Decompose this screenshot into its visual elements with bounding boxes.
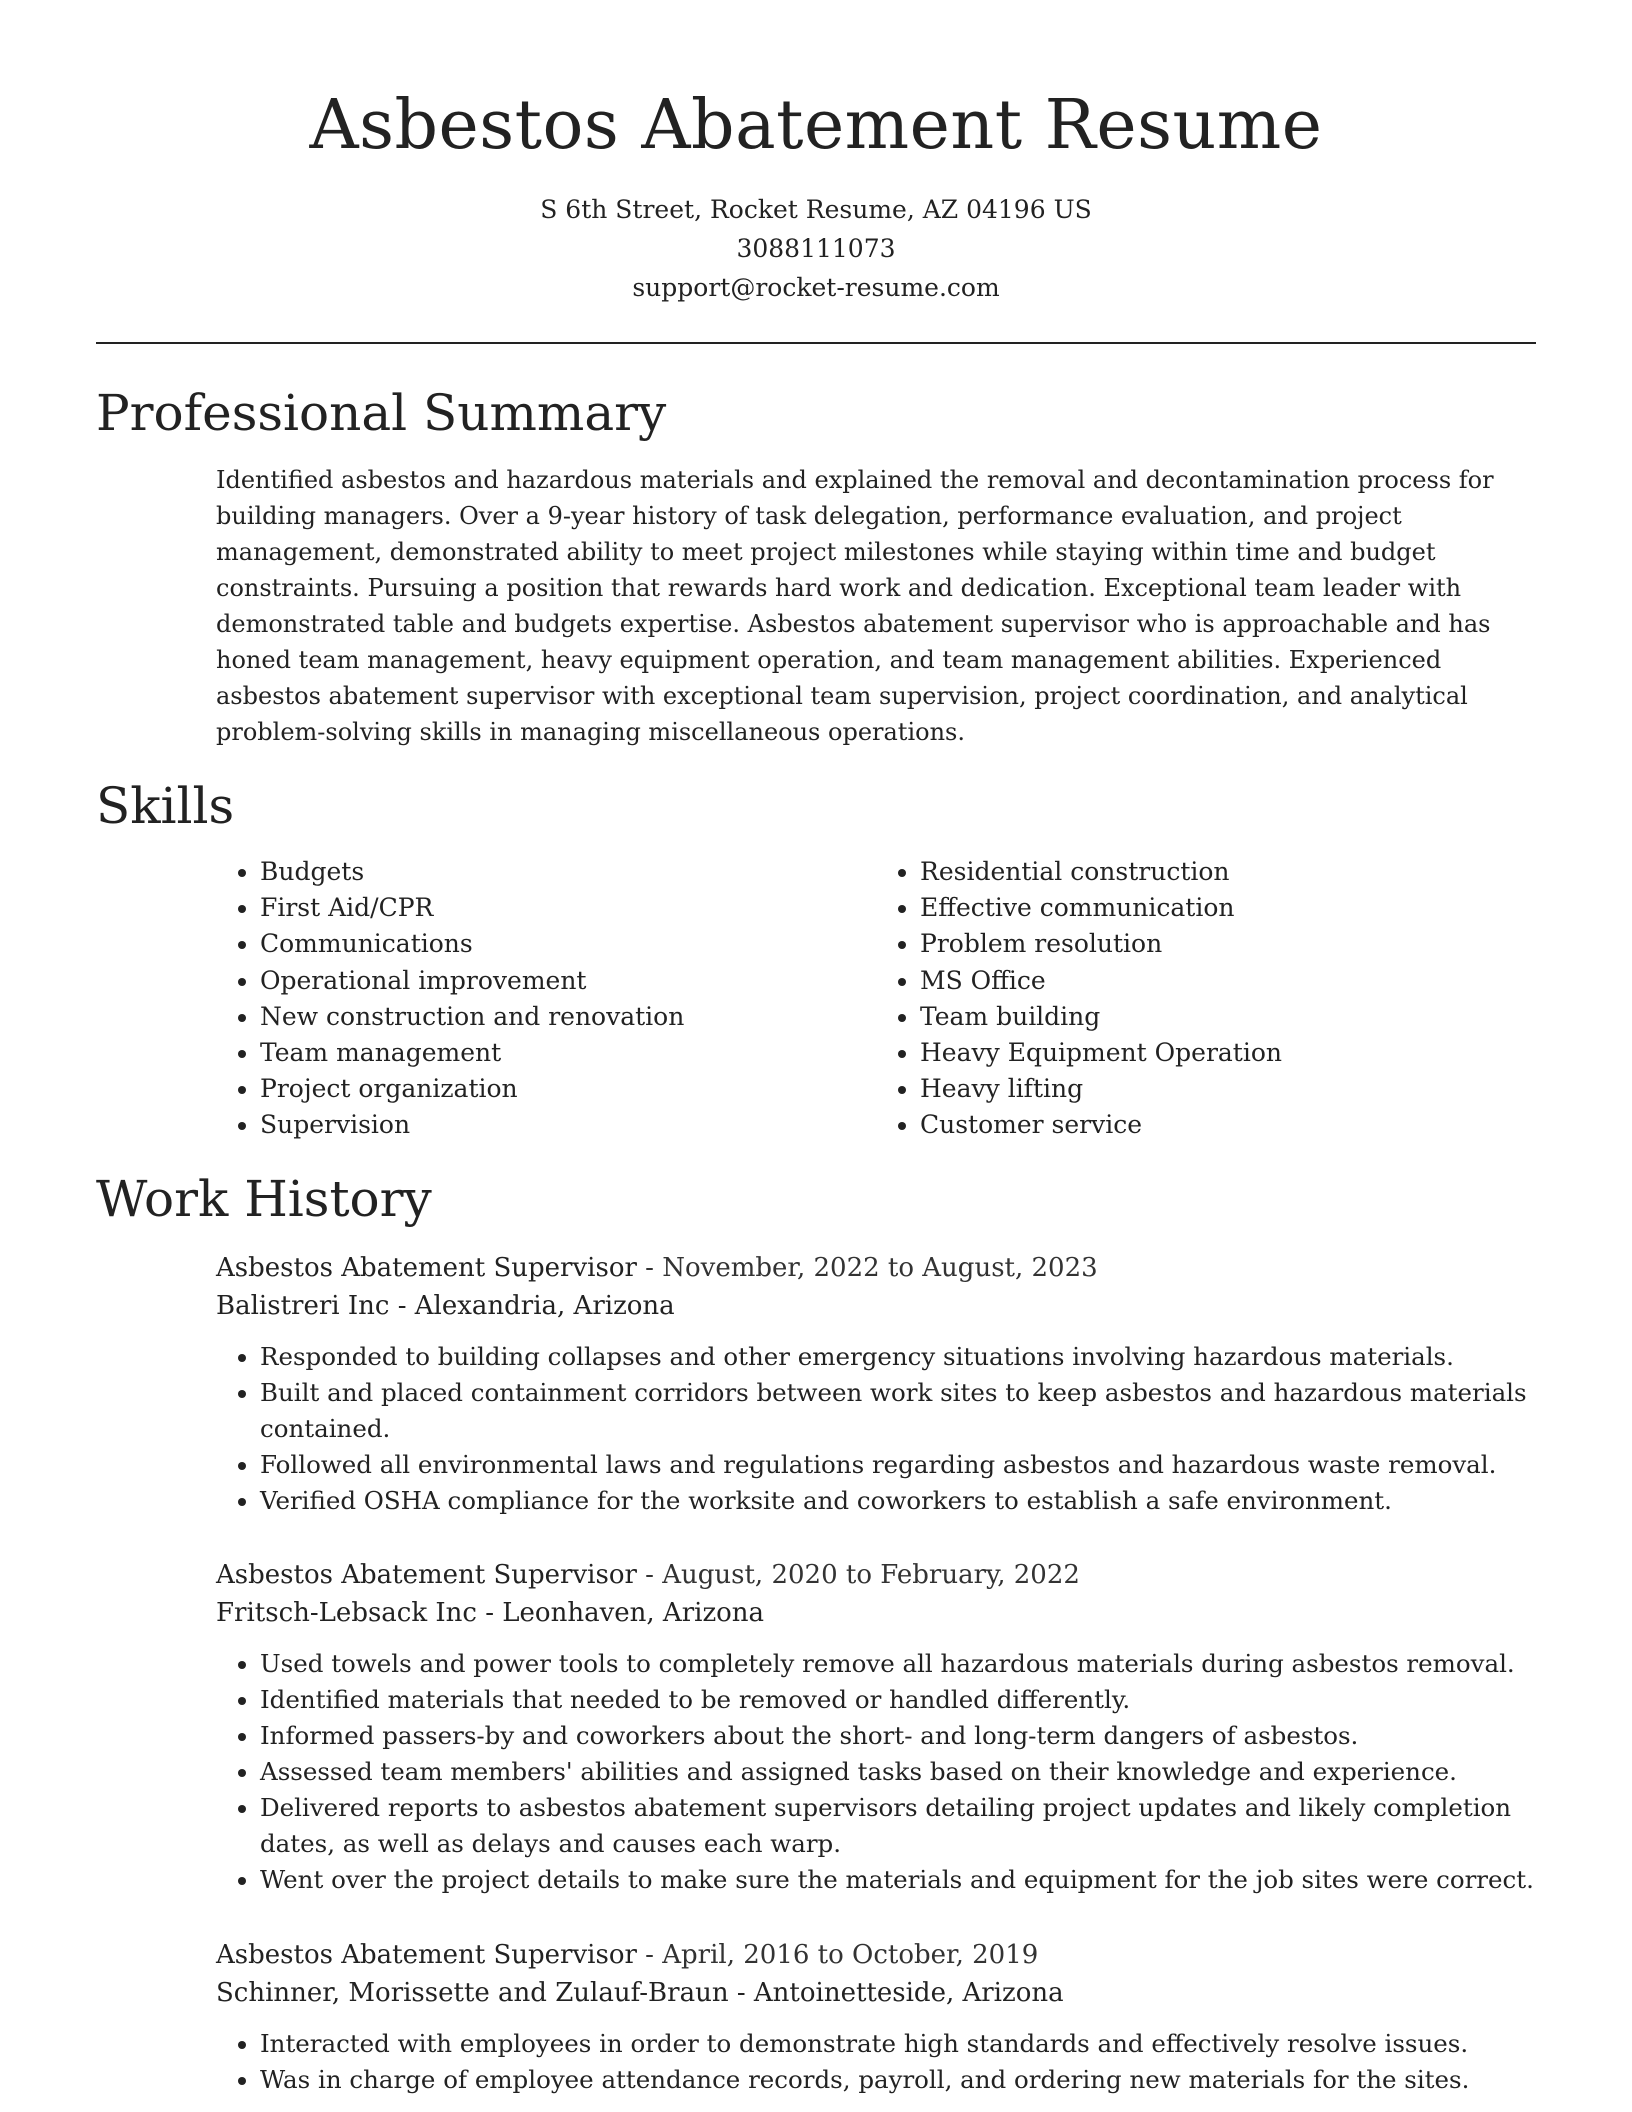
resume-header — [0, 0, 1632, 307]
job-company: Balistreri Inc — [216, 1291, 390, 1321]
skill-item: • Supervision — [260, 1107, 876, 1143]
job-duty-item: • Used towels and power tools to completely remove all hazardous materials during asbestos removal. — [260, 1646, 1536, 1682]
skill-item: • Budgets — [260, 854, 876, 890]
work-history-heading: Work History — [96, 1170, 432, 1228]
job-duty-item: • Went over the project details to make sure the materials and equipment for the job sites were correct. — [260, 1862, 1536, 1898]
skill-item: • New construction and renovation — [260, 999, 876, 1035]
skill-item: • Heavy Equipment Operation — [920, 1035, 1536, 1071]
skills-column-right — [876, 854, 1536, 1144]
job-title-line — [216, 1556, 1536, 1594]
job-entry — [216, 1936, 1536, 2098]
summary-heading: Professional Summary — [96, 384, 667, 442]
skills-column-left — [216, 854, 876, 1144]
skill-item: • Project organization — [260, 1071, 876, 1107]
job-duty-item: • Responded to building collapses and other emergency situations involving hazardous materials. — [260, 1339, 1536, 1375]
contact-address: S 6th Street, Rocket Resume, AZ 04196 US — [540, 195, 1092, 224]
skill-item: • Communications — [260, 926, 876, 962]
job-duty-item: • Verified OSHA compliance for the worksite and coworkers to establish a safe environment. — [260, 1483, 1536, 1519]
job-company: Fritsch-Lebsack Inc — [216, 1598, 477, 1628]
job-title-line — [216, 1249, 1536, 1287]
skill-item: • Team management — [260, 1035, 876, 1071]
job-duty-item: • Delivered reports to asbestos abatement supervisors detailing project updates and likely completion dates, as well as delays and causes each warp. — [260, 1790, 1536, 1862]
skill-item: • Heavy lifting — [920, 1071, 1536, 1107]
skills-heading: Skills — [96, 777, 235, 835]
summary-text: Identified asbestos and hazardous materials and explained the removal and decontamination process for building managers. Over a 9-year history of task delegation, performance evaluation, and project management, demonstrated ability to meet project milestones while staying within time and budget constraints. Pursuing a position that rewards hard work and dedication. Exceptional team leader with demonstrated table and budgets expertise. Asbestos abatement supervisor who is approachable and has honed team management, heavy equipment operation, and team management abilities. Experienced asbestos abatement supervisor with exceptional team supervision, project coordination, and analytical problem-solving skills in managing miscellaneous operations. — [216, 466, 1494, 746]
job-duty-item: • Built and placed containment corridors between work sites to keep asbestos and hazardous materials contained. — [260, 1375, 1536, 1447]
job-duty-item: • Identified materials that needed to be removed or handled differently. — [260, 1682, 1536, 1718]
job-duties — [216, 1339, 1536, 1519]
job-role: Asbestos Abatement Supervisor — [216, 1940, 637, 1970]
skill-item: • Team building — [920, 999, 1536, 1035]
resume-title: Asbestos Abatement Resume — [309, 86, 1323, 165]
job-company-line — [216, 1287, 1536, 1325]
header-divider — [96, 342, 1536, 344]
contact-block — [0, 190, 1632, 307]
job-duties — [216, 1646, 1536, 1898]
job-duty-item: • Followed all environmental laws and regulations regarding asbestos and hazardous waste removal. — [260, 1447, 1536, 1483]
job-dates: - April, 2016 to October, 2019 — [636, 1940, 1039, 1970]
skill-item: • Problem resolution — [920, 926, 1536, 962]
skill-item: • Operational improvement — [260, 963, 876, 999]
job-duty-item: • Informed passers-by and coworkers about the short- and long-term dangers of asbestos. — [260, 1718, 1536, 1754]
skill-item: • MS Office — [920, 963, 1536, 999]
job-location: - Leonhaven, Arizona — [476, 1598, 765, 1628]
job-duty-item: • Was in charge of employee attendance records, payroll, and ordering new materials for the sites. — [260, 2062, 1536, 2098]
skill-item: • Residential construction — [920, 854, 1536, 890]
skill-item: • First Aid/CPR — [260, 890, 876, 926]
job-dates: - August, 2020 to February, 2022 — [636, 1560, 1080, 1590]
skill-item: • Effective communication — [920, 890, 1536, 926]
job-location: - Alexandria, Arizona — [389, 1291, 675, 1321]
job-company: Schinner, Morissette and Zulauf-Braun — [216, 1978, 729, 2008]
job-role: Asbestos Abatement Supervisor — [216, 1560, 637, 1590]
contact-email: support@rocket-resume.com — [632, 273, 1000, 302]
job-location: - Antoinetteside, Arizona — [728, 1978, 1064, 2008]
skill-item: • Customer service — [920, 1107, 1536, 1143]
job-duty-item: • Assessed team members' abilities and assigned tasks based on their knowledge and experience. — [260, 1754, 1536, 1790]
job-title-line — [216, 1936, 1536, 1974]
job-company-line — [216, 1594, 1536, 1632]
contact-phone: 3088111073 — [736, 234, 896, 263]
job-duty-item: • Interacted with employees in order to demonstrate high standards and effectively resolve issues. — [260, 2026, 1536, 2062]
job-duties — [216, 2026, 1536, 2098]
job-entry — [216, 1249, 1536, 1519]
skills-list — [216, 854, 1536, 1144]
job-company-line — [216, 1974, 1536, 2012]
job-role: Asbestos Abatement Supervisor — [216, 1253, 637, 1283]
job-dates: - November, 2022 to August, 2023 — [636, 1253, 1098, 1283]
job-entry — [216, 1556, 1536, 1898]
